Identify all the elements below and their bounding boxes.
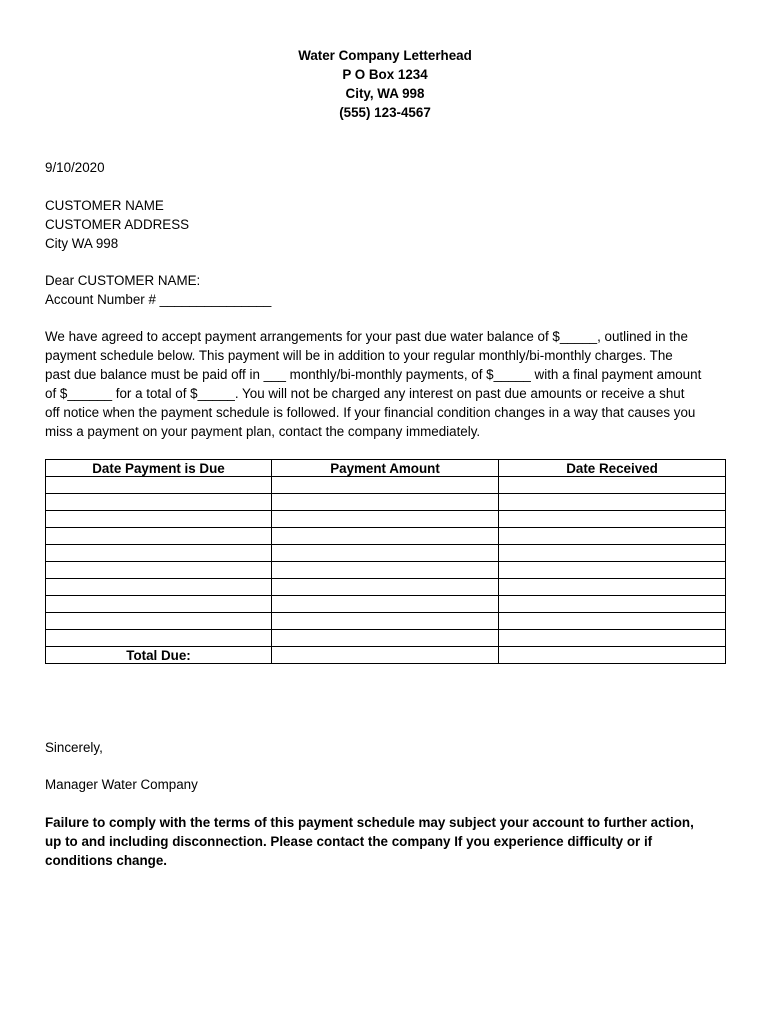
warning-line: Failure to comply with the terms of this payment schedule may subject your account to further action,: [45, 815, 694, 830]
cell-date-received: [499, 630, 726, 647]
cell-date-due: [46, 494, 272, 511]
recipient-address: [45, 196, 730, 253]
cell-date-due: [46, 528, 272, 545]
header-date-due: Date Payment is Due: [46, 460, 272, 477]
body-line: of $______ for a total of $_____. You will not be charged any interest on past due amounts or receive a shut: [45, 386, 685, 401]
table-row: [46, 596, 726, 613]
warning-line: up to and including disconnection. Please contact the company If you experience difficulty or if: [45, 834, 653, 849]
header-date-received: Date Received: [499, 460, 726, 477]
cell-date-received: [499, 494, 726, 511]
letterhead: [0, 46, 770, 122]
closing-text: Sincerely,: [45, 740, 103, 755]
cell-payment-amount: [272, 562, 499, 579]
signer: [45, 775, 730, 794]
cell-date-received: [499, 477, 726, 494]
body-paragraph: [45, 327, 730, 441]
table-row: [46, 562, 726, 579]
body-line: past due balance must be paid off in ___ monthly/bi-monthly payments, of $_____ with a final payment amount: [45, 367, 702, 382]
cell-payment-amount: [272, 477, 499, 494]
company-name: Water Company Letterhead: [298, 48, 472, 63]
letter-date-text: 9/10/2020: [45, 160, 105, 175]
recipient-name: CUSTOMER NAME: [45, 198, 164, 213]
cell-date-due: [46, 477, 272, 494]
closing: [45, 738, 730, 757]
cell-payment-amount: [272, 528, 499, 545]
cell-payment-amount: [272, 596, 499, 613]
cell-date-due: [46, 613, 272, 630]
cell-date-received: [499, 613, 726, 630]
cell-payment-amount: [272, 545, 499, 562]
body-line: We have agreed to accept payment arrangements for your past due water balance of $_____, outlined in the: [45, 329, 688, 344]
table-row: [46, 511, 726, 528]
table-row: [46, 494, 726, 511]
company-po-box: P O Box 1234: [342, 67, 428, 82]
signer-text: Manager Water Company: [45, 777, 198, 792]
table-row: [46, 630, 726, 647]
body-line: miss a payment on your payment plan, contact the company immediately.: [45, 424, 481, 439]
cell-date-received: [499, 545, 726, 562]
recipient-city: City WA 998: [45, 236, 119, 251]
cell-date-due: [46, 511, 272, 528]
total-date-received: [499, 647, 726, 664]
cell-payment-amount: [272, 630, 499, 647]
table-row: [46, 613, 726, 630]
warning-line: conditions change.: [45, 853, 168, 868]
cell-date-due: [46, 596, 272, 613]
cell-date-received: [499, 511, 726, 528]
account-number: Account Number # _______________: [45, 292, 272, 307]
cell-payment-amount: [272, 613, 499, 630]
greeting: Dear CUSTOMER NAME:: [45, 273, 201, 288]
cell-payment-amount: [272, 579, 499, 596]
body-line: payment schedule below. This payment will be in addition to your regular monthly/bi-monthly charges. The: [45, 348, 673, 363]
total-payment-amount: [272, 647, 499, 664]
salutation: [45, 271, 730, 309]
cell-date-due: [46, 545, 272, 562]
warning-notice: [45, 813, 725, 870]
cell-date-received: [499, 579, 726, 596]
table-row: [46, 579, 726, 596]
cell-date-due: [46, 630, 272, 647]
company-city-state: City, WA 998: [345, 86, 425, 101]
total-due-label: Total Due:: [46, 647, 272, 664]
table-row: [46, 477, 726, 494]
cell-payment-amount: [272, 494, 499, 511]
cell-payment-amount: [272, 511, 499, 528]
cell-date-due: [46, 562, 272, 579]
recipient-street: CUSTOMER ADDRESS: [45, 217, 190, 232]
letter-date: [45, 158, 730, 177]
payment-schedule-table: [45, 459, 726, 664]
cell-date-received: [499, 596, 726, 613]
table-row: [46, 528, 726, 545]
company-phone: (555) 123-4567: [339, 105, 431, 120]
cell-date-due: [46, 579, 272, 596]
total-row: [46, 647, 726, 664]
cell-date-received: [499, 562, 726, 579]
header-payment-amount: Payment Amount: [272, 460, 499, 477]
table-header-row: [46, 460, 726, 477]
body-line: off notice when the payment schedule is followed. If your financial condition changes in a way that causes you: [45, 405, 696, 420]
cell-date-received: [499, 528, 726, 545]
table-row: [46, 545, 726, 562]
